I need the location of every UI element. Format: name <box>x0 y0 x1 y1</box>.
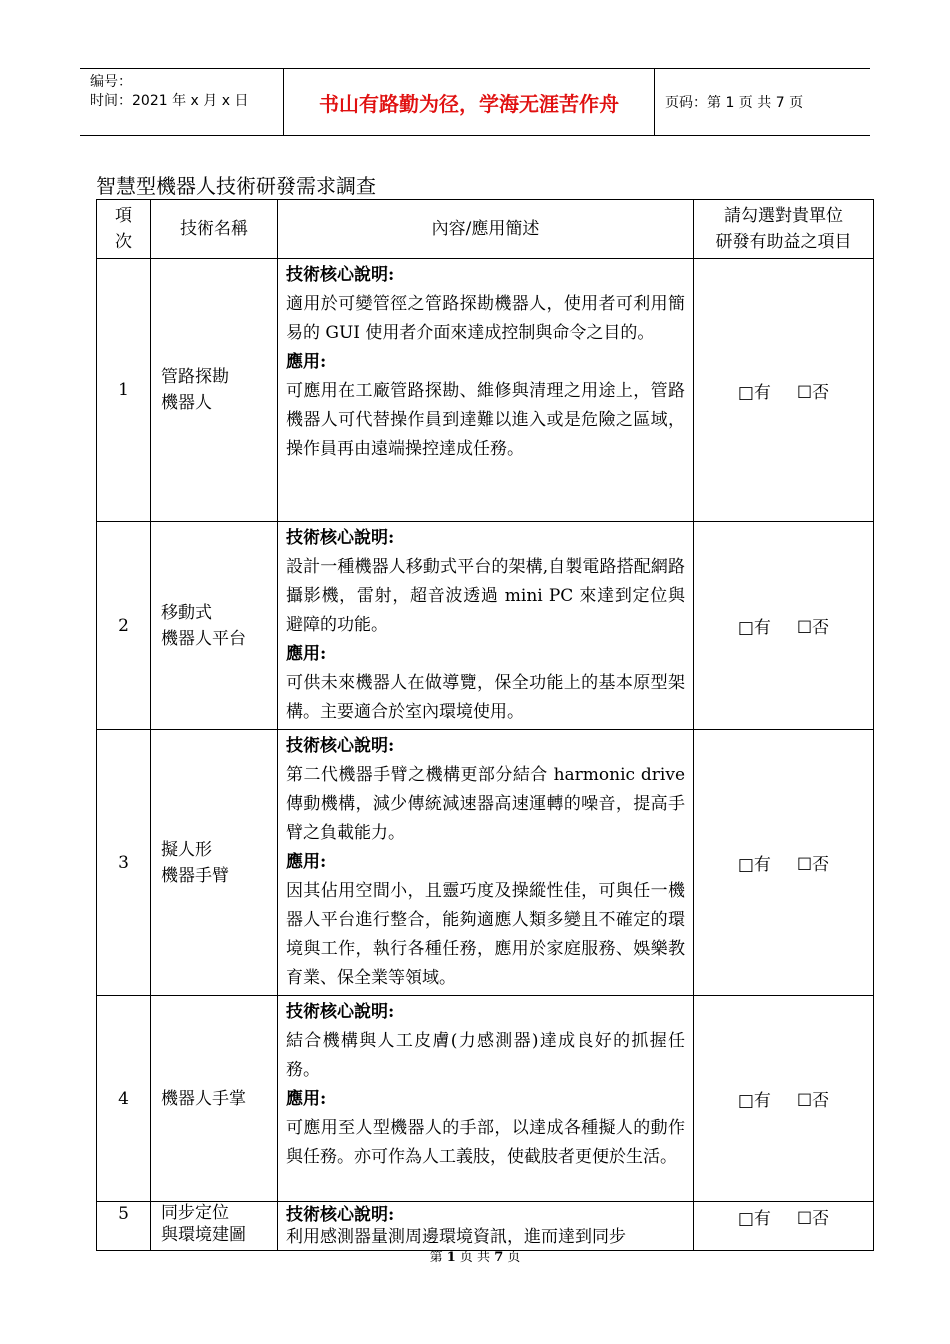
checkbox-yes[interactable]: □有 <box>737 382 771 403</box>
checkbox-yes[interactable]: □有 <box>737 618 771 638</box>
item-number: 5 <box>97 1202 151 1251</box>
checkbox-yes[interactable]: □有 <box>737 1209 771 1229</box>
checkbox-no[interactable]: ☐否 <box>796 1209 830 1229</box>
check-options <box>694 1202 874 1251</box>
table-header-row <box>97 200 874 259</box>
core-text: 第二代機器手臂之機構更部分結合 harmonic drive 傳動機構，減少傳統減速器高速運轉的噪音，提高手臂之負載能力。 <box>286 765 685 843</box>
table-row <box>97 259 874 522</box>
tech-description <box>278 259 694 522</box>
item-number: 4 <box>97 996 151 1202</box>
checkbox-no[interactable]: ☐否 <box>796 382 830 403</box>
page-footer <box>0 1246 950 1265</box>
header-motto: 书山有路勤为径，学海无涯苦作舟 <box>283 69 655 135</box>
header-item-no: 項 次 <box>97 200 151 259</box>
tech-description <box>278 522 694 730</box>
item-number: 2 <box>97 522 151 730</box>
core-label: 技術核心說明: <box>286 265 395 285</box>
table-row <box>97 996 874 1202</box>
footer-total: 7 <box>494 1250 504 1265</box>
checkbox-yes[interactable]: □有 <box>737 855 771 875</box>
footer-text: 页 <box>503 1250 521 1265</box>
footer-text: 第 <box>429 1250 447 1265</box>
application-label: 應用: <box>286 352 327 372</box>
footer-page: 1 <box>446 1250 456 1265</box>
application-text: 可供未來機器人在做導覽，保全功能上的基本原型架構。主要適合於室內環境使用。 <box>286 673 685 722</box>
core-text: 設計一種機器人移動式平台的架構,自製電路搭配網路攝影機，雷射，超音波透過 mini PC 來達到定位與避障的功能。 <box>286 557 685 635</box>
tech-name: 管路探勘 機器人 <box>151 259 278 522</box>
header-check: 請勾選對貴單位 研發有助益之項目 <box>694 200 874 259</box>
document-title: 智慧型機器人技術研發需求調查 <box>96 174 376 198</box>
header-description: 內容/應用簡述 <box>278 200 694 259</box>
survey-table <box>96 199 874 1251</box>
header-tech-name: 技術名稱 <box>151 200 278 259</box>
check-options <box>694 996 874 1202</box>
tech-name: 同步定位 與環境建圖 <box>151 1202 278 1251</box>
core-text: 利用感測器量測周邊環境資訊，進而達到同步 <box>286 1227 626 1247</box>
check-options <box>694 522 874 730</box>
application-text: 因其佔用空間小，且靈巧度及操縱性佳，可與任一機器人平台進行整合，能夠適應人類多變且不確定的環境與工作，執行各種任務，應用於家庭服務、娛樂教育業、保全業等領域。 <box>286 881 685 988</box>
core-label: 技術核心說明: <box>286 528 395 548</box>
application-text: 可應用在工廠管路探勘、維修與清理之用途上，管路機器人可代替操作員到達難以進入或是危險之區域，操作員再由遠端操控達成任務。 <box>286 381 685 459</box>
application-label: 應用: <box>286 644 327 664</box>
tech-description <box>278 1202 694 1251</box>
item-number: 3 <box>97 730 151 996</box>
application-label: 應用: <box>286 852 327 872</box>
tech-name: 移動式 機器人平台 <box>151 522 278 730</box>
doc-number-label: 编号： <box>90 74 132 90</box>
core-text: 適用於可變管徑之管路探勘機器人，使用者可利用簡易的 GUI 使用者介面來達成控制與命令之目的。 <box>286 294 685 343</box>
page-header <box>80 68 870 136</box>
tech-name: 機器人手掌 <box>151 996 278 1202</box>
checkbox-no[interactable]: ☐否 <box>796 855 830 875</box>
footer-text: 页 共 <box>455 1250 495 1265</box>
item-number: 1 <box>97 259 151 522</box>
tech-description <box>278 996 694 1202</box>
checkbox-no[interactable]: ☐否 <box>796 618 830 638</box>
header-meta <box>80 69 283 135</box>
checkbox-yes[interactable]: □有 <box>737 1091 771 1111</box>
header-page-number: 页码：第 1 页 共 7 页 <box>665 95 804 111</box>
core-label: 技術核心說明: <box>286 1205 395 1225</box>
application-label: 應用: <box>286 1089 327 1109</box>
tech-description <box>278 730 694 996</box>
doc-date-label: 时间：2021 年 x 月 x 日 <box>90 93 249 109</box>
core-text: 結合機構與人工皮膚(力感測器)達成良好的抓握任務。 <box>286 1031 685 1080</box>
tech-name: 擬人形 機器手臂 <box>151 730 278 996</box>
check-options <box>694 730 874 996</box>
table-row <box>97 730 874 996</box>
table-row <box>97 1202 874 1251</box>
core-label: 技術核心說明: <box>286 736 395 756</box>
core-label: 技術核心說明: <box>286 1002 395 1022</box>
check-options <box>694 259 874 522</box>
table-row <box>97 522 874 730</box>
application-text: 可應用至人型機器人的手部，以達成各種擬人的動作與任務。亦可作為人工義肢，使截肢者更便於生活。 <box>286 1118 685 1167</box>
checkbox-no[interactable]: ☐否 <box>796 1091 830 1111</box>
